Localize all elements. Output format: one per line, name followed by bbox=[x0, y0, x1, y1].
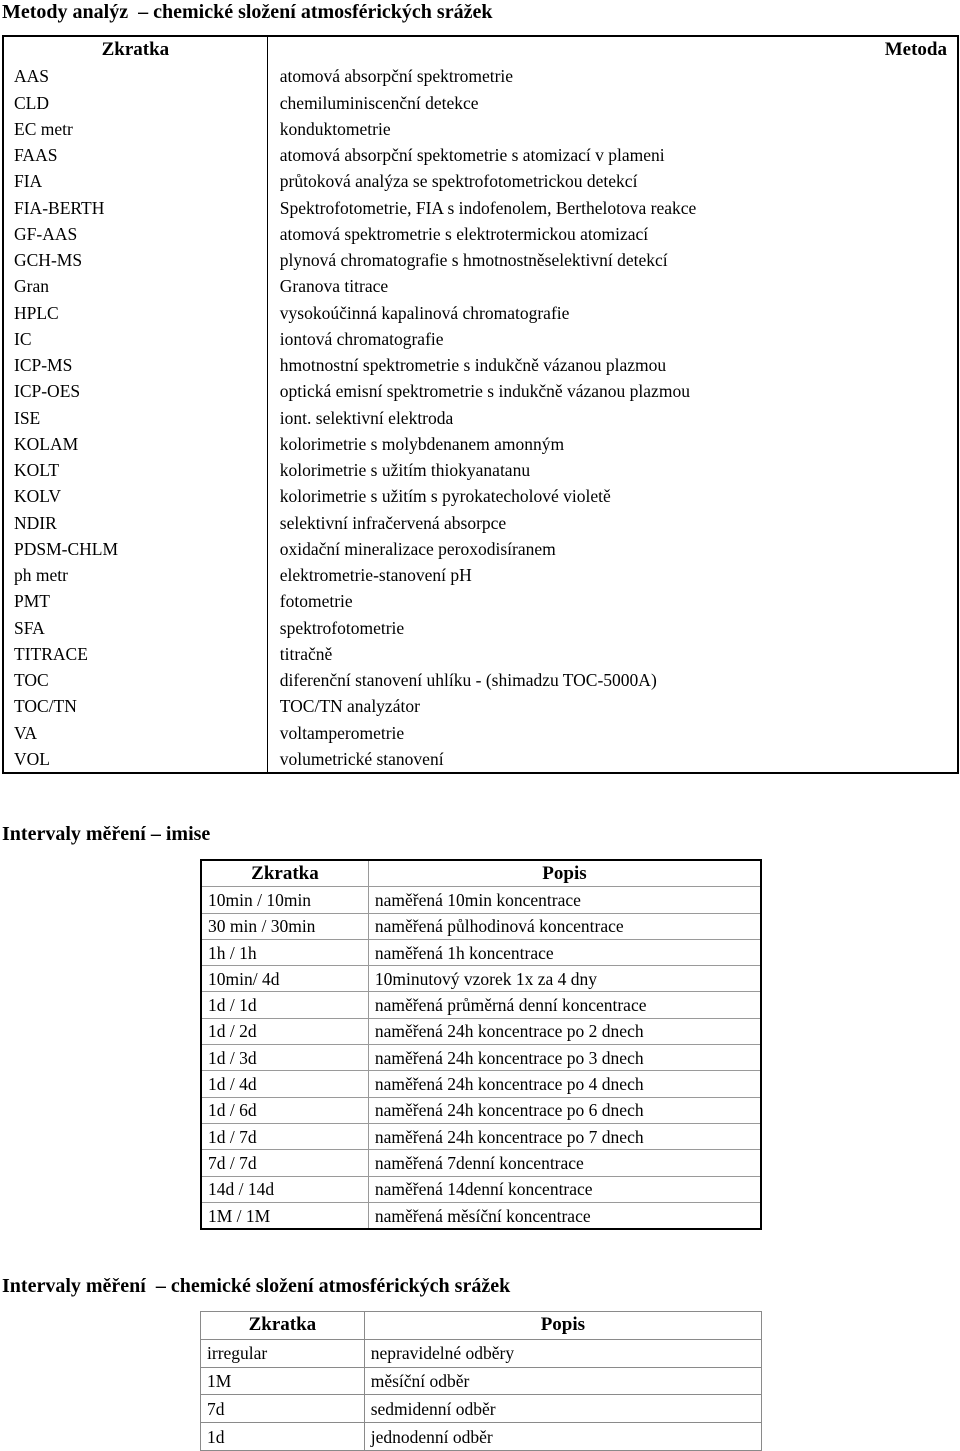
desc-column-header: Popis bbox=[368, 860, 761, 887]
methods-header-row bbox=[3, 36, 958, 63]
table-row bbox=[3, 63, 958, 89]
imise-table-body bbox=[201, 887, 761, 1229]
table-row bbox=[3, 352, 958, 378]
table-row bbox=[3, 116, 958, 142]
description-cell: naměřená průměrná denní koncentrace bbox=[368, 992, 761, 1018]
description-cell: naměřená půlhodinová koncentrace bbox=[368, 913, 761, 939]
table-row bbox=[3, 273, 958, 299]
abbr-cell: GF-AAS bbox=[3, 221, 267, 247]
description-cell: měsíční odběr bbox=[364, 1367, 761, 1395]
description-cell: naměřená měsíční koncentrace bbox=[368, 1202, 761, 1229]
description-cell: atomová absorpční spektrometrie bbox=[279, 66, 514, 87]
table-row bbox=[3, 326, 958, 352]
table-row bbox=[201, 1339, 762, 1367]
abbr-column-header: Zkratka bbox=[201, 1312, 365, 1340]
table-row bbox=[3, 588, 958, 614]
description-cell: kolorimetrie s užitím s pyrokatecholové violetě bbox=[279, 486, 611, 507]
abbr-cell: TOC/TN bbox=[3, 693, 267, 719]
methods-table bbox=[2, 35, 959, 774]
table-row bbox=[201, 1123, 761, 1149]
abbr-column-header: Zkratka bbox=[3, 36, 267, 63]
abbr-cell: KOLT bbox=[3, 457, 267, 483]
description-cell: nepravidelné odběry bbox=[364, 1339, 761, 1367]
description-cell: oxidační mineralizace peroxodisíranem bbox=[279, 538, 556, 559]
table-row bbox=[201, 1202, 761, 1229]
abbr-cell: PDSM-CHLM bbox=[3, 536, 267, 562]
imise-header-row bbox=[201, 860, 761, 887]
abbr-cell: 1M bbox=[201, 1367, 365, 1395]
description-cell: chemiluminiscenční detekce bbox=[279, 92, 479, 113]
table-row bbox=[201, 913, 761, 939]
description-cell: selektivní infračervená absorpce bbox=[279, 512, 507, 533]
table-row bbox=[201, 1395, 762, 1423]
description-cell: titračně bbox=[279, 643, 333, 664]
table-row bbox=[3, 615, 958, 641]
imise-intervals-table bbox=[200, 859, 762, 1230]
abbr-cell: PMT bbox=[3, 588, 267, 614]
methods-section-title: Metody analýz – chemické složení atmosférických srážek bbox=[2, 1, 493, 23]
abbr-cell: TOC bbox=[3, 667, 267, 693]
abbr-cell: FIA-BERTH bbox=[3, 195, 267, 221]
description-cell: TOC/TN analyzátor bbox=[279, 696, 420, 717]
description-cell: naměřená 24h koncentrace po 6 dnech bbox=[368, 1097, 761, 1123]
abbr-cell: 1d / 3d bbox=[201, 1045, 368, 1071]
table-row bbox=[3, 300, 958, 326]
abbr-cell: ICP-OES bbox=[3, 378, 267, 404]
description-cell: Granova titrace bbox=[279, 276, 389, 297]
description-cell: Spektrofotometrie, FIA s indofenolem, Berthelotova reakce bbox=[279, 197, 697, 218]
abbr-cell: FIA bbox=[3, 168, 267, 194]
abbr-cell: AAS bbox=[3, 63, 267, 89]
table-row bbox=[3, 378, 958, 404]
table-row bbox=[3, 510, 958, 536]
abbr-cell: 1d bbox=[201, 1423, 365, 1451]
description-cell: optická emisní spektrometrie s indukčně vázanou plazmou bbox=[279, 381, 690, 402]
table-row bbox=[3, 693, 958, 719]
abbr-cell: FAAS bbox=[3, 142, 267, 168]
abbr-cell: GCH-MS bbox=[3, 247, 267, 273]
description-cell: atomová spektrometrie s elektrotermickou atomizací bbox=[279, 223, 649, 244]
abbr-cell: 1d / 7d bbox=[201, 1123, 368, 1149]
abbr-cell: ph metr bbox=[3, 562, 267, 588]
description-cell: plynová chromatografie s hmotnostněselektivní detekcí bbox=[279, 250, 668, 271]
abbr-cell: 30 min / 30min bbox=[201, 913, 368, 939]
description-cell: hmotnostní spektrometrie s indukčně vázanou plazmou bbox=[279, 355, 667, 376]
description-cell: naměřená 7denní koncentrace bbox=[368, 1150, 761, 1176]
description-cell: kolorimetrie s molybdenanem amonným bbox=[279, 433, 565, 454]
table-row bbox=[3, 536, 958, 562]
table-row bbox=[3, 247, 958, 273]
abbr-cell: HPLC bbox=[3, 300, 267, 326]
description-cell: naměřená 24h koncentrace po 4 dnech bbox=[368, 1071, 761, 1097]
abbr-cell: 10min / 10min bbox=[201, 887, 368, 913]
description-cell: sedmidenní odběr bbox=[364, 1395, 761, 1423]
description-cell: spektrofotometrie bbox=[279, 617, 405, 638]
abbr-cell: 7d / 7d bbox=[201, 1150, 368, 1176]
methods-table-body bbox=[3, 63, 958, 773]
table-row bbox=[201, 1367, 762, 1395]
table-row bbox=[3, 195, 958, 221]
abbr-cell: 10min/ 4d bbox=[201, 966, 368, 992]
table-row bbox=[3, 641, 958, 667]
description-cell: naměřená 14denní koncentrace bbox=[368, 1176, 761, 1202]
description-cell: jednodenní odběr bbox=[364, 1423, 761, 1451]
table-row bbox=[201, 1150, 761, 1176]
description-cell: diferenční stanovení uhlíku - (shimadzu TOC-5000A) bbox=[279, 670, 657, 691]
description-cell: voltamperometrie bbox=[279, 722, 405, 743]
description-cell: naměřená 24h koncentrace po 3 dnech bbox=[368, 1045, 761, 1071]
abbr-cell: 14d / 14d bbox=[201, 1176, 368, 1202]
abbr-cell: 1d / 1d bbox=[201, 992, 368, 1018]
abbr-cell: 1d / 6d bbox=[201, 1097, 368, 1123]
table-row bbox=[201, 939, 761, 965]
description-cell: průtoková analýza se spektrofotometrickou detekcí bbox=[279, 171, 638, 192]
description-cell: 10minutový vzorek 1x za 4 dny bbox=[368, 966, 761, 992]
description-cell: volumetrické stanovení bbox=[279, 748, 444, 769]
description-cell: iontová chromatografie bbox=[279, 328, 444, 349]
table-row bbox=[201, 1097, 761, 1123]
abbr-cell: Gran bbox=[3, 273, 267, 299]
description-cell: atomová absorpční spektometrie s atomizací v plameni bbox=[279, 145, 665, 166]
abbr-cell: TITRACE bbox=[3, 641, 267, 667]
table-row bbox=[3, 168, 958, 194]
abbr-cell: 1M / 1M bbox=[201, 1202, 368, 1229]
table-row bbox=[3, 746, 958, 773]
abbr-cell: EC metr bbox=[3, 116, 267, 142]
abbr-cell: KOLAM bbox=[3, 431, 267, 457]
table-row bbox=[3, 720, 958, 746]
description-cell: naměřená 1h koncentrace bbox=[368, 939, 761, 965]
table-row bbox=[201, 992, 761, 1018]
srazky-header-row bbox=[201, 1312, 762, 1340]
table-row bbox=[3, 431, 958, 457]
abbr-cell: 1h / 1h bbox=[201, 939, 368, 965]
table-row bbox=[3, 405, 958, 431]
abbr-cell: 1d / 4d bbox=[201, 1071, 368, 1097]
table-row bbox=[3, 90, 958, 116]
abbr-cell: ICP-MS bbox=[3, 352, 267, 378]
table-row bbox=[3, 457, 958, 483]
description-cell: konduktometrie bbox=[279, 118, 391, 139]
description-cell: vysokoúčinná kapalinová chromatografie bbox=[279, 302, 570, 323]
description-cell: iont. selektivní elektroda bbox=[279, 407, 454, 428]
abbr-cell: ISE bbox=[3, 405, 267, 431]
table-row bbox=[201, 966, 761, 992]
description-cell: kolorimetrie s užitím thiokyanatanu bbox=[279, 460, 531, 481]
table-row bbox=[3, 142, 958, 168]
abbr-cell: CLD bbox=[3, 90, 267, 116]
table-row bbox=[3, 562, 958, 588]
table-row bbox=[201, 1018, 761, 1044]
abbr-cell: SFA bbox=[3, 615, 267, 641]
method-column-header: Metoda bbox=[884, 39, 947, 61]
table-row bbox=[201, 1071, 761, 1097]
table-row bbox=[3, 667, 958, 693]
description-cell: elektrometrie-stanovení pH bbox=[279, 565, 472, 586]
abbr-cell: 1d / 2d bbox=[201, 1018, 368, 1044]
abbr-cell: IC bbox=[3, 326, 267, 352]
table-row bbox=[201, 1423, 762, 1451]
abbr-cell: VOL bbox=[3, 746, 267, 773]
table-row bbox=[201, 1176, 761, 1202]
description-cell: naměřená 10min koncentrace bbox=[368, 887, 761, 913]
srazky-section-title: Intervaly měření – chemické složení atmosférických srážek bbox=[2, 1275, 511, 1297]
table-row bbox=[3, 221, 958, 247]
desc-column-header: Popis bbox=[364, 1312, 761, 1340]
abbr-cell: 7d bbox=[201, 1395, 365, 1423]
srazky-table-body bbox=[201, 1339, 762, 1450]
abbr-cell: KOLV bbox=[3, 483, 267, 509]
table-row bbox=[3, 483, 958, 509]
table-row bbox=[201, 887, 761, 913]
abbr-cell: VA bbox=[3, 720, 267, 746]
table-row bbox=[201, 1045, 761, 1071]
abbr-cell: NDIR bbox=[3, 510, 267, 536]
description-cell: naměřená 24h koncentrace po 2 dnech bbox=[368, 1018, 761, 1044]
abbr-cell: irregular bbox=[201, 1339, 365, 1367]
description-cell: fotometrie bbox=[279, 591, 353, 612]
description-cell: naměřená 24h koncentrace po 7 dnech bbox=[368, 1123, 761, 1149]
abbr-column-header: Zkratka bbox=[201, 860, 368, 887]
srazky-intervals-table bbox=[200, 1311, 762, 1451]
imise-section-title: Intervaly měření – imise bbox=[2, 823, 211, 845]
